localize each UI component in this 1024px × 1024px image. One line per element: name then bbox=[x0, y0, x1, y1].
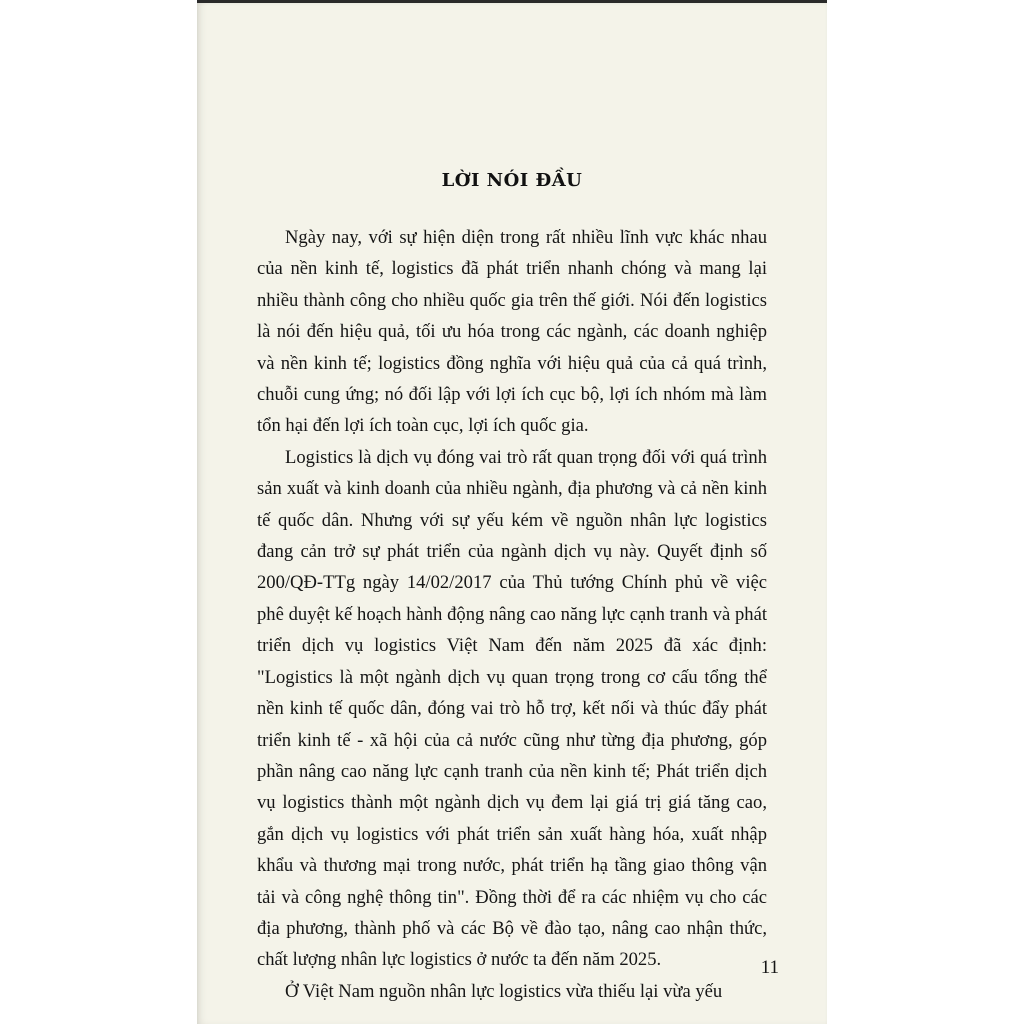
page-number: 11 bbox=[760, 957, 779, 978]
paragraph-1: Ngày nay, với sự hiện diện trong rất nhiều lĩnh vực khác nhau của nền kinh tế, logistics đã phát triển nhanh chóng và mang lại nhiều thành công cho nhiều quốc gia trên thế giới. Nói đến logistics là nói đến hiệu quả, tối ưu hóa trong các ngành, các doanh nghiệp và nền kinh tế; logistics đồng nghĩa với hiệu quả của cả quá trình, chuỗi cung ứng; nó đối lập với lợi ích cục bộ, lợi ích nhóm mà làm tổn hại đến lợi ích toàn cục, lợi ích quốc gia. bbox=[257, 227, 767, 437]
page-title: LỜI NÓI ĐẦU bbox=[441, 170, 583, 191]
book-page bbox=[197, 0, 827, 1024]
page-top-edge bbox=[197, 0, 827, 3]
paragraph-2: Logistics là dịch vụ đóng vai trò rất quan trọng đối với quá trình sản xuất và kinh doanh của nhiều ngành, địa phương và cả nền kinh tế quốc dân. Nhưng với sự yếu kém về nguồn nhân lực logistics đang cản trở sự phát triển của ngành dịch vụ này. Quyết định số 200/QĐ-TTg ngày 14/02/2017 của Thủ tướng Chính phủ về việc phê duyệt kế hoạch hành động nâng cao năng lực cạnh tranh và phát triển dịch vụ logistics Việt Nam đến năm 2025 đã xác định: "Logistics là một ngành dịch vụ quan trọng trong cơ cấu tổng thể nền kinh tế quốc dân, đóng vai trò hỗ trợ, kết nối và thúc đẩy phát triển kinh tế - xã hội của cả nước cũng như từng địa phương, góp phần nâng cao năng lực cạnh tranh của nền kinh tế; Phát triển dịch vụ logistics thành một ngành dịch vụ đem lại giá trị giá tăng cao, gắn dịch vụ logistics với phát triển sản xuất hàng hóa, xuất nhập khẩu và thương mại trong nước, phát triển hạ tầng giao thông vận tải và công nghệ thông tin". Đồng thời để ra các nhiệm vụ cho các địa phương, thành phố và các Bộ về đào tạo, nâng cao nhận thức, chất lượng nhân lực logistics ở nước ta đến năm 2025. bbox=[257, 446, 767, 971]
body-text bbox=[257, 222, 767, 1007]
paragraph-3: Ở Việt Nam nguồn nhân lực logistics vừa thiếu lại vừa yếu bbox=[285, 980, 723, 1002]
